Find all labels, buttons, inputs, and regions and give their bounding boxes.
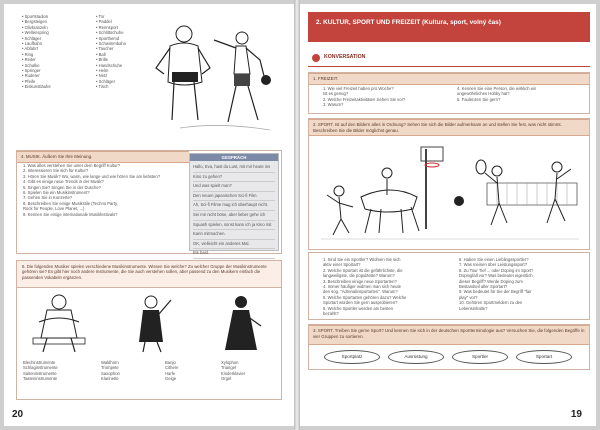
- question-item: 4. Gibt es einige neue Trends in der Musik?: [23, 179, 104, 185]
- vocab-item: • Taucher: [96, 46, 114, 52]
- vocab-item: • Paddel: [96, 19, 112, 25]
- dialog-line: Hallo, Eva, hast du Lust, mit mir heute ins: [193, 163, 275, 173]
- dialog-line: Squash spielen, sonst kann ich ja Kino mit: [193, 221, 275, 231]
- question-item: Sportart würden Sie gern ausprobieren?: [323, 300, 398, 306]
- musicians-illustration: [25, 292, 275, 354]
- vocab-item: • Ruderer: [22, 73, 40, 79]
- question-item: play" vor?: [459, 294, 478, 300]
- vocab-item: • Ring: [22, 51, 34, 57]
- instrument-words-2: [101, 360, 120, 382]
- section-4-title: 4. MUSIK. Äußern Sie Ihre Meinung.: [17, 151, 189, 163]
- question-item: 10. Gehören Sportmeldern zu den: [459, 300, 523, 306]
- question-item: 2. Welche Sportart ist die gefährlichste, die: [323, 267, 403, 273]
- question-item: 6. Haben Sie einen Lieblingssportler?: [459, 257, 529, 262]
- chapter-title: 2. KULTUR, SPORT UND FREIZEIT (Kultura, sport, volný čas): [308, 12, 590, 42]
- vocab-item: • Sportstadion: [22, 14, 49, 19]
- dialog-lines: [190, 161, 278, 261]
- question-item: 4. Immer häufiger widmen man sich heute: [323, 284, 401, 290]
- question-item: 8. Beschreiben Sie einige Musikstile (Techno Party,: [23, 200, 118, 206]
- right-page: [300, 4, 596, 426]
- question-item: 7. Gehen Sie in Konzerte?: [23, 195, 73, 201]
- vocab-item: • Bergsteigen: [22, 19, 47, 25]
- vocab-item: • Schlittschuhe: [96, 30, 124, 36]
- left-page: [4, 4, 294, 426]
- instrument-words-1: [23, 360, 58, 382]
- instrument-word: Triangel: [221, 365, 236, 371]
- dialog-line: OK, vielleicht ein anderes Mal.: [193, 240, 275, 250]
- section-4-questions: [23, 163, 189, 217]
- page-number-left: 20: [12, 409, 24, 420]
- vocab-item: • Tor: [96, 14, 105, 19]
- question-item: aktiv einer Sportart?: [323, 262, 361, 268]
- instrument-words-4: [221, 360, 245, 382]
- konversation-label: KONVERSATION: [324, 54, 366, 60]
- vocab-item: • Rennsport: [96, 24, 118, 30]
- question-item: 3. Warum?: [323, 102, 344, 108]
- question-item: 2. Interessieren Sie sich für Kultur?: [23, 168, 89, 174]
- pill-sportler[interactable]: Sportler: [452, 350, 508, 364]
- sport-questions-col-1: [323, 257, 406, 316]
- dialog-line: Und was spielt man?: [193, 182, 275, 192]
- sports-illustration: [321, 143, 579, 247]
- instrument-word: Schlaginstrumente: [23, 365, 58, 371]
- instrument-word: Xylophon: [221, 360, 239, 365]
- question-item: 4. Kennen Sie eine Person, die wirklich ein: [457, 86, 537, 91]
- instrument-word: Trompete: [101, 365, 119, 371]
- vocab-item: • Helm: [96, 68, 109, 74]
- vocab-item: • Laufbahn: [22, 41, 43, 47]
- vocab-item: • Schalke: [22, 62, 40, 68]
- section-1-box: [308, 72, 590, 114]
- instrument-word: Klarinette: [101, 376, 119, 382]
- section-1-col-1: [323, 86, 405, 108]
- section-4-box: [16, 150, 282, 254]
- section-5-head: [16, 260, 282, 288]
- question-item: 6. Spielen Sie ein Musikinstrument?: [23, 190, 90, 196]
- question-item: 1. Wie viel Freizeit haben pro Woche?: [323, 86, 394, 91]
- vocab-item: • Schwimmbahn: [96, 41, 127, 47]
- question-item: 3. Hören Sie Musik? Wo, wann, wie lange und wie hören Sie am liebsten?: [23, 173, 161, 179]
- vocab-item: • Brille: [96, 57, 108, 63]
- vocab-item: • Schläger: [22, 35, 42, 41]
- pill-ausruestung[interactable]: Ausrüstung: [388, 350, 444, 364]
- section-2-title: 2. SPORT. Ist auf den Bildern alles in Ordnung? Sehen Sie sich die Bilder aufmerksam an und stellen Sie fest, was nicht stimmt. Beschreiben Sie die Bilder möglichst genau.: [309, 119, 589, 136]
- question-item: Rock for People, Love Planet, ...): [23, 206, 85, 212]
- instrument-word: Harfe: [165, 370, 176, 376]
- question-item: 8. Zu Tour Tief ... oder Doping im Sport?: [459, 267, 534, 273]
- question-item: bezahlt?: [323, 311, 339, 317]
- instrument-word: Tasteninstrumente: [23, 376, 58, 382]
- vocab-item: • Netz: [96, 73, 108, 79]
- question-item: 9. Was bedeutet für Sie der Begriff "fair: [459, 289, 532, 295]
- question-item: 6. Welche Sportler werden am besten: [323, 305, 393, 311]
- question-item: 9. Kennen Sie einige internationale Musikfestivals?: [23, 211, 118, 217]
- vocab-column-2: [96, 14, 126, 90]
- vocab-item: • Reiter: [22, 57, 36, 63]
- vocab-item: • Olivkranzeln: [22, 24, 48, 30]
- vocab-item: • Handschuhe: [96, 62, 123, 68]
- instrument-word: Geige: [165, 376, 177, 382]
- question-item: 5. Faulenzen Sie gern?: [457, 96, 501, 102]
- question-item: 5. Singen Sie? Singen Sie in der Dusche?: [23, 184, 101, 190]
- question-item: Ist es genug?: [323, 91, 349, 97]
- dialog-line: Bis bald.: [193, 249, 275, 259]
- vocab-item: • Eiskunstläufer: [22, 84, 51, 90]
- vocab-item: • Ball: [96, 51, 106, 57]
- vocab-item: • Abfahrt: [22, 46, 38, 52]
- vocab-item: • Sporthemd: [96, 35, 120, 41]
- question-item: Lebensinhalte?: [459, 305, 488, 311]
- question-item: Dopingfall vor? Was bedeutet eigentlich: [459, 273, 533, 279]
- dialog-line: Ah, Sci-fi Filme mag ich überhaupt nicht.: [193, 201, 275, 211]
- question-item: ungewöhnliches Hobby hat?: [457, 91, 510, 97]
- instrument-word: Kinderklavier: [221, 370, 246, 376]
- sport-questions-box: [308, 252, 590, 320]
- dialog-title: GESPRÄCH: [190, 154, 278, 161]
- dialog-line: Karin mitmachen.: [193, 230, 275, 240]
- instrument-words-3: [165, 360, 179, 382]
- section-5-body: [16, 288, 282, 400]
- pill-sportart[interactable]: Sportart: [516, 350, 572, 364]
- instrument-word: Blechinstrumente: [23, 360, 56, 365]
- question-item: langweiligste, die populärste? Warum?: [323, 273, 395, 279]
- question-item: 3. Beschreiben einige neue Sportarten?: [323, 278, 397, 284]
- question-item: Bestandteil aller Sportart?: [459, 284, 508, 290]
- dialog-line: Kino zu gehen?: [193, 173, 275, 183]
- question-item: 5. Welche Sportarten gehören dazu? Welche: [323, 294, 407, 300]
- vocab-column-1: [22, 14, 51, 90]
- sport-terms-text: 3. SPORT. Treiben Sie gerne Sport? Und kennen Sie sich in der deutschen Sportterminologie aus? Versuchen Sie, die folgenden Begriffe in vier Gruppen zu sortieren.: [309, 325, 589, 345]
- vocab-item: • Wellenspring: [22, 30, 49, 36]
- instrument-word: Saiteninstrumente: [23, 370, 57, 376]
- question-item: dieser Begriff? Werde Doping zum: [459, 278, 523, 284]
- divider: [308, 66, 590, 67]
- question-item: 1. Was alles verstehen Sie unter dem Begriff Kultur?: [23, 163, 121, 168]
- instrument-word: Waldhorn: [101, 360, 119, 365]
- dialog-sidebar: [189, 153, 279, 256]
- section-1-col-2: [457, 86, 536, 102]
- instrument-word: Saxophon: [101, 370, 120, 376]
- athletes-illustration: [150, 12, 280, 136]
- sport-questions-col-2: [459, 257, 533, 311]
- pill-sportplatz[interactable]: Sportplatz: [324, 350, 380, 364]
- question-item: 1. Sind Sie ein Sportler? Widmen Sie sich: [323, 257, 401, 262]
- vocab-item: • Schläger: [96, 78, 116, 84]
- page-number-right: 19: [570, 409, 582, 420]
- question-item: 2. Welche Freizeitaktivitäten ziehen Sie vor?: [323, 96, 406, 102]
- dialog-line: Den neuen japanischen Sci-fi Film.: [193, 192, 275, 202]
- konversation-icon: [312, 54, 320, 62]
- instrument-word: Cithere: [165, 365, 179, 371]
- dialog-line: Sei mir nicht böse, aber lieber gehe ich: [193, 211, 275, 221]
- section-2-box: [308, 118, 590, 250]
- vocab-item: • Pfeife: [22, 78, 36, 84]
- question-item: 7. Was meinen über Leistungssport?: [459, 262, 528, 268]
- instrument-word: Banjo: [165, 360, 176, 365]
- section-5-text: 5. Die folgenden Musiker spielen verschiedene Musikinstrumente. Wissen Sie welche? Zu welcher Gruppe der Musikinstrumente gehören sie? Es gibt hier noch andere Instrumente, die Sie auch verstehen sollen, aber passend zu den Musikern einfach die passenden Vokabeln ergänzen.: [22, 264, 267, 280]
- vocab-item: • Springer: [22, 68, 41, 74]
- instrument-word: Orgel: [221, 376, 232, 382]
- vocab-item: • Tisch: [96, 84, 109, 90]
- section-1-title: 1. FREIZEIT.: [309, 73, 589, 85]
- question-item: den sog. "Adrenalinsportarten". Warum?: [323, 289, 398, 295]
